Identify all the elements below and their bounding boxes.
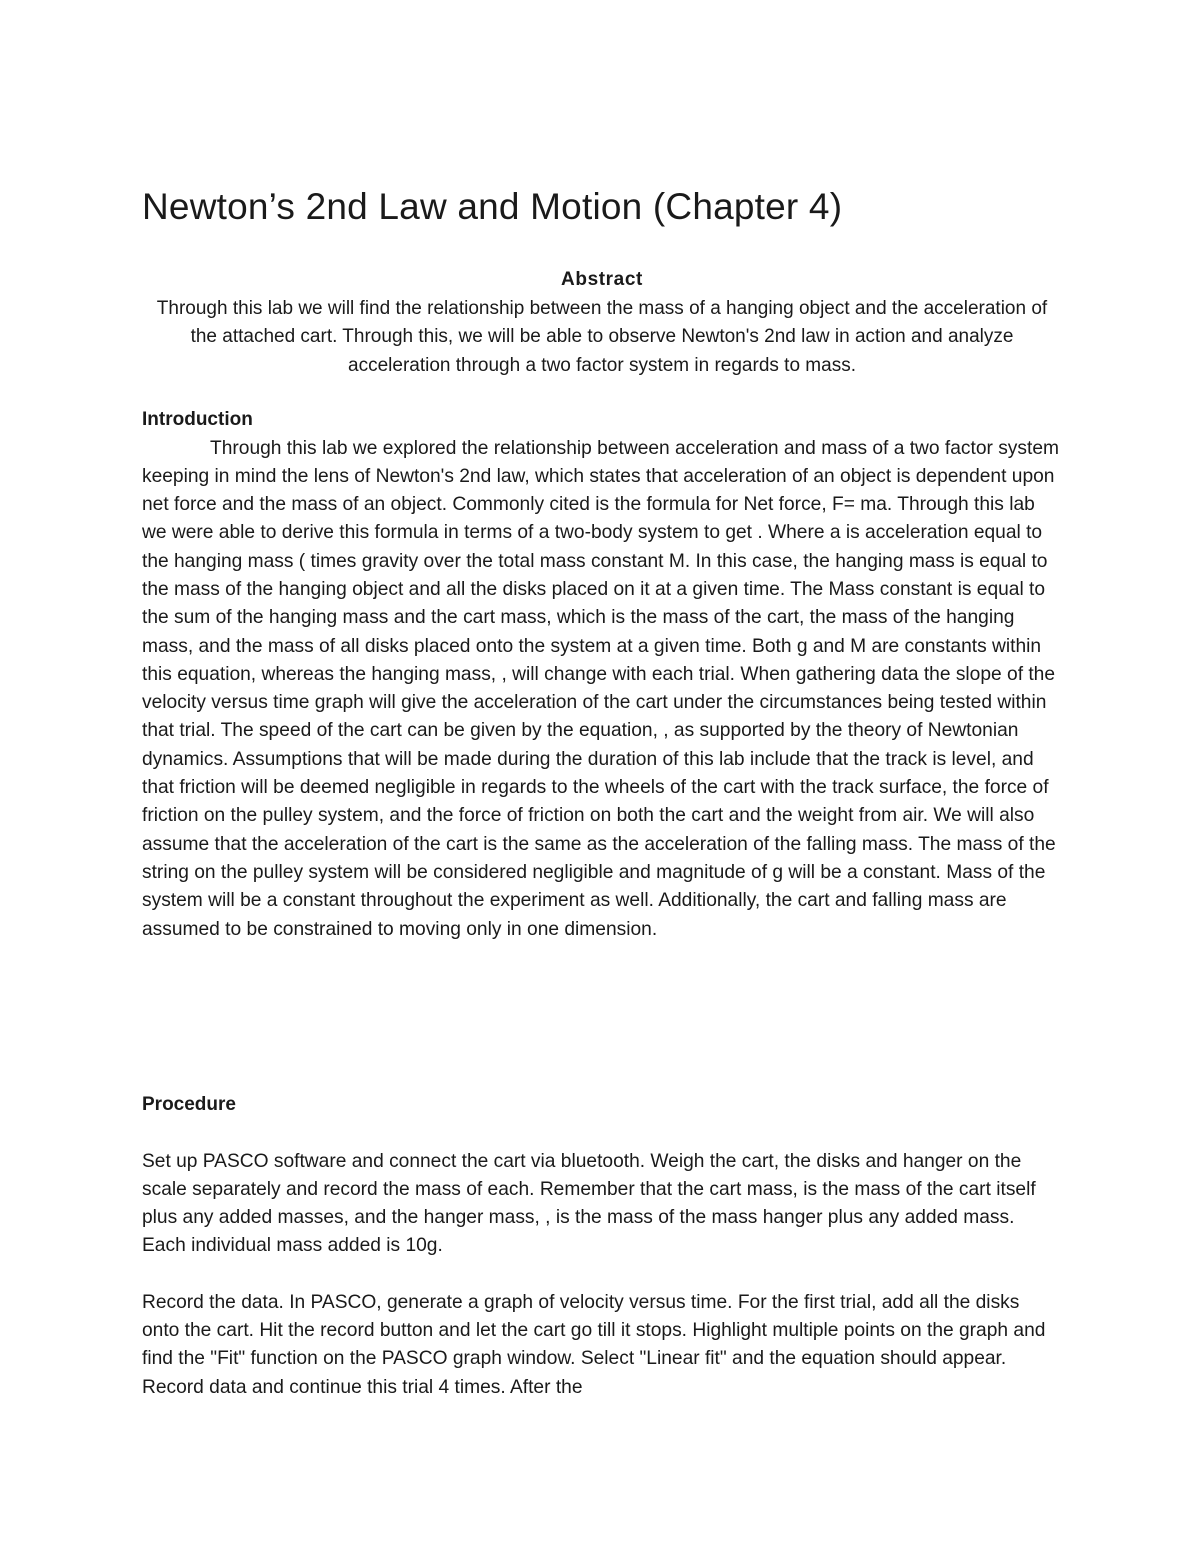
procedure-paragraph: Set up PASCO software and connect the cart via bluetooth. Weigh the cart, the disks and hanger on the scale separately and record the mass of each. Remember that the cart mass, is the mass of the cart itself plus any added masses, and the hanger mass, , is the mass of the mass hanger plus any added mass. Each individual mass added is 10g. [142,1150,1036,1257]
procedure-section [142,1091,1062,1402]
abstract-section [142,266,1062,380]
introduction-section [142,406,1062,944]
abstract-body: Through this lab we will find the relationship between the mass of a hanging object and the acceleration of the attached cart. Through this, we will be able to observe Newton's 2nd law in action and analyze acceleration through a two factor system in regards to mass. [156,297,1048,376]
procedure-heading: Procedure [142,1094,236,1115]
introduction-heading: Introduction [142,409,253,430]
procedure-paragraph: Record the data. In PASCO, generate a graph of velocity versus time. For the first trial, add all the disks onto the cart. Hit the record button and let the cart go till it stops. Highlight multiple points on the graph and find the "Fit" function on the PASCO graph window. Select "Linear fit" and the equation should appear. Record data and continue this trial 4 times. After the [142,1291,1046,1398]
document-title: Newton’s 2nd Law and Motion (Chapter 4) [142,186,843,227]
introduction-body: Through this lab we explored the relationship between acceleration and mass of a two factor system keeping in mind the lens of Newton's 2nd law, which states that acceleration of an object is dependent upon net force and the mass of an object. Commonly cited is the formula for Net force, F= ma. Through this lab we were able to derive this formula in terms of a two-body system to get . Where a is acceleration equal to the hanging mass ( times gravity over the total mass constant M. In this case, the hanging mass is equal to the mass of the hanging object and all the disks placed on it at a given time. The Mass constant is equal to the sum of the hanging mass and the cart mass, which is the mass of the cart, the mass of the hanging mass, and the mass of all disks placed onto the system at a given time. Both g and M are constants within this equation, whereas the hanging mass, , will change with each trial. When gathering data the slope of the velocity versus time graph will give the acceleration of the cart under the circumstances being tested within that trial. The speed of the cart can be given by the equation, , as supported by the theory of Newtonian dynamics. Assumptions that will be made during the duration of this lab include that the track is level, and that friction will be deemed negligible in regards to the wheels of the cart with the track surface, the force of friction on the pulley system, and the force of friction on both the cart and the weight from air. We will also assume that the acceleration of the cart is the same as the acceleration of the falling mass. The mass of the string on the pulley system will be considered negligible and magnitude of g will be a constant. Mass of the system will be a constant throughout the experiment as well. Additionally, the cart and falling mass are assumed to be constrained to moving only in one dimension. [142,437,1059,940]
abstract-heading: Abstract [561,269,643,290]
